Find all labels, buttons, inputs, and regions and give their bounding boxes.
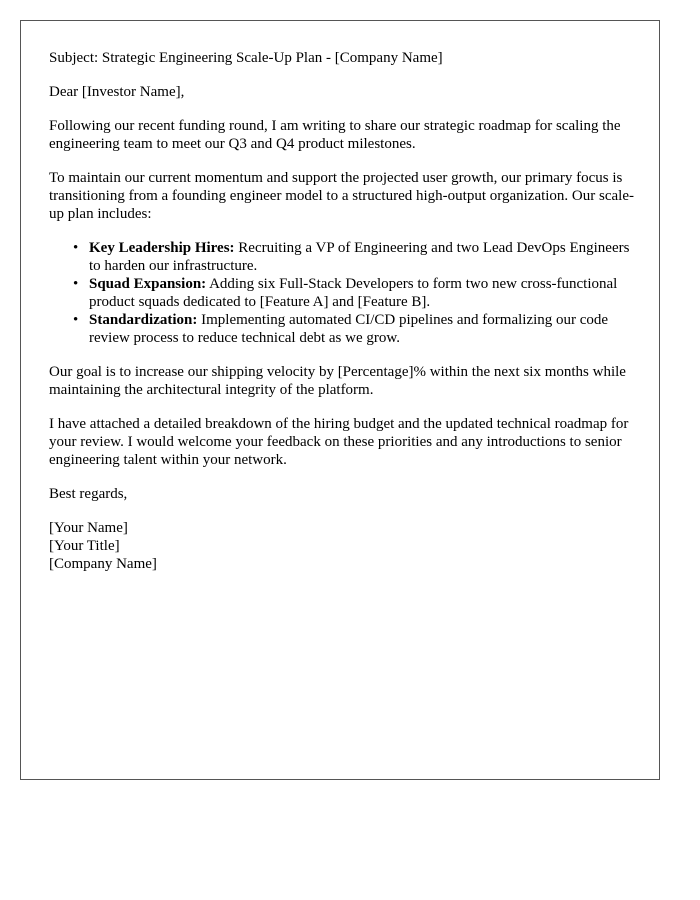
- goal-paragraph: Our goal is to increase our shipping velocity by [Percentage]% within the next six months while maintaining the architectural integrity of the platform.: [49, 364, 626, 398]
- greeting: Dear [Investor Name],: [49, 84, 185, 100]
- list-item-text: Recruiting a VP of Engineering and two Lead DevOps Engineers to harden our infrastructure.: [89, 240, 630, 274]
- list-item-text: Adding six Full-Stack Developers to form two new cross-functional product squads dedicated to [Feature A] and [Feature B].: [89, 276, 618, 310]
- closing-line: Best regards,: [49, 486, 128, 502]
- signature-title: [Your Title]: [49, 538, 120, 554]
- bullet-icon: •: [73, 240, 79, 256]
- attachment-paragraph: I have attached a detailed breakdown of the hiring budget and the updated technical roadmap for your review. I would welcome your feedback on these priorities and any introductions to senior engineering talent within your network.: [49, 416, 629, 468]
- intro-paragraph: Following our recent funding round, I am writing to share our strategic roadmap for scaling the engineering team to meet our Q3 and Q4 product milestones.: [49, 118, 621, 152]
- list-item-title: Standardization:: [89, 312, 198, 328]
- focus-paragraph: To maintain our current momentum and support the projected user growth, our primary focus is transitioning from a founding engineer model to a structured high-output organization. Our scale-up plan includes:: [49, 170, 634, 222]
- list-item: [73, 239, 639, 275]
- letter-body: [49, 49, 639, 589]
- signature-name: [Your Name]: [49, 520, 128, 536]
- letter-page: [20, 20, 660, 780]
- list-item-text: Implementing automated CI/CD pipelines and formalizing our code review process to reduce technical debt as we grow.: [89, 312, 609, 346]
- bullet-icon: •: [73, 312, 79, 328]
- bullet-icon: •: [73, 276, 79, 292]
- scale-up-plan-list: [49, 239, 639, 347]
- list-item-title: Key Leadership Hires:: [89, 240, 235, 256]
- signature-block: [49, 519, 639, 573]
- signature-company: [Company Name]: [49, 556, 157, 572]
- list-item: [73, 275, 639, 311]
- list-item-title: Squad Expansion:: [89, 276, 207, 292]
- subject-line: Subject: Strategic Engineering Scale-Up Plan - [Company Name]: [49, 50, 443, 66]
- list-item: [73, 311, 639, 347]
